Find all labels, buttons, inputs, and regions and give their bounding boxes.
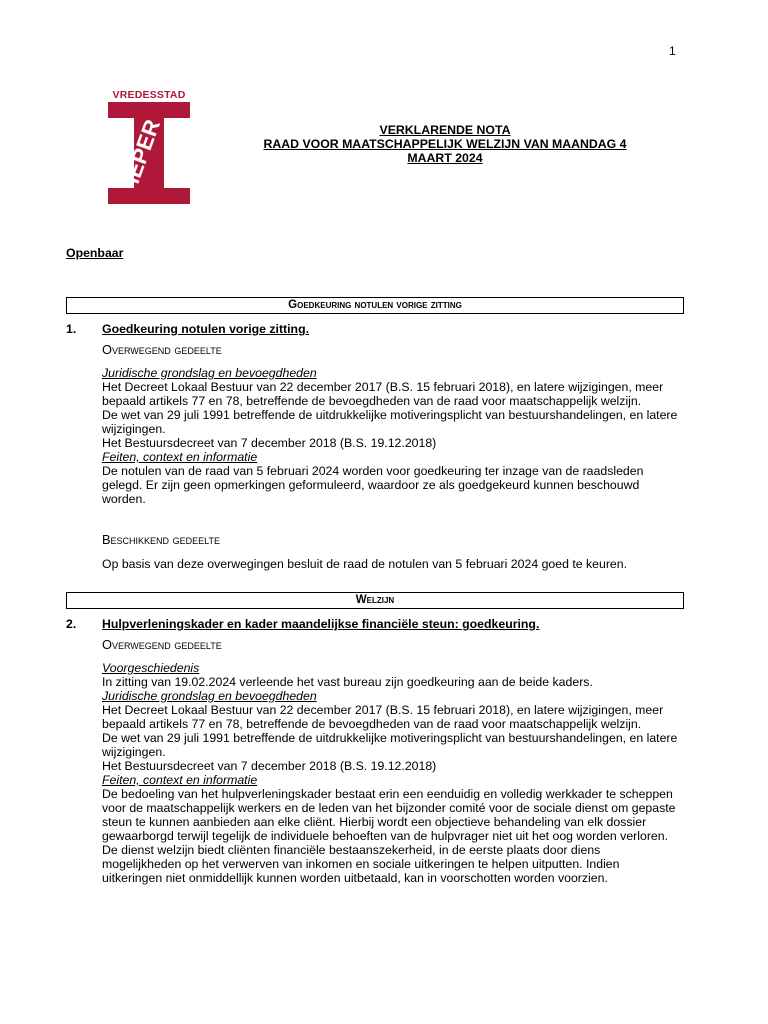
voorgeschiedenis-paragraph: In zitting van 19.02.2024 verleende het vast bureau zijn goedkeuring aan de beide kaders. [102,675,593,689]
overwegend-heading: Overwegend gedeelte [102,342,222,357]
title-line-2: RAAD VOOR MAATSCHAPPELIJK WELZIJN VAN MAANDAG 4 [263,137,627,151]
overwegend-heading: Overwegend gedeelte [102,637,222,652]
juridisch-heading: Juridische grondslag en bevoegdheden [102,366,317,380]
feiten-paragraph: De notulen van de raad van 5 februari 2024 worden voor goedkeuring ter inzage van de raadsleden gelegd. Er zijn geen opmerkingen geformuleerd, waardoor ze als goedgekeurd kunnen beschouwd worden. [102,464,644,506]
ieper-emblem-icon [108,102,190,204]
ieper-logo [108,88,190,204]
juridisch-heading: Juridische grondslag en bevoegdheden [102,689,317,703]
juridisch-paragraph: Het Decreet Lokaal Bestuur van 22 december 2017 (B.S. 15 februari 2018), en latere wijzigingen, meer bepaald artikels 77 en 78, betreffende de bevoegdheden van de raad voor maatschappelijk welzijn. [102,703,664,731]
item-1-besluit [102,557,682,571]
document-title [200,123,690,165]
feiten-paragraph: De dienst welzijn biedt cliënten financiële bestaanszekerheid, in de eerste plaats door diens mogelijkheden op het verwerven van inkomen en sociale uitkeringen te helpen uitputten. Indien uitkeringen niet onmiddellijk kunnen worden uitbetaald, kan in voorschotten worden voorzien. [102,843,620,885]
item-2-body [102,661,682,885]
title-line-3: MAART 2024 [407,151,483,165]
title-line-1: VERKLARENDE NOTA [379,123,511,137]
svg-text:IEPER: IEPER [118,116,165,187]
juridisch-paragraph: Het Decreet Lokaal Bestuur van 22 december 2017 (B.S. 15 februari 2018), en latere wijzigingen, meer bepaald artikels 77 en 78, betreffende de bevoegdheden van de raad voor maatschappelijk welzijn. [102,380,664,408]
section-openbaar: Openbaar [66,246,124,260]
juridisch-paragraph: De wet van 29 juli 1991 betreffende de uitdrukkelijke motiveringsplicht van bestuurshandelingen, en latere wijzigingen. [102,408,678,436]
besluit-paragraph: Op basis van deze overwegingen besluit de raad de notulen van 5 februari 2024 goed te keuren. [102,557,628,571]
section-header-goedkeuring: Goedkeuring notulen vorige zitting [66,297,684,314]
item-1-number: 1. [66,322,77,336]
voorgeschiedenis-heading: Voorgeschiedenis [102,661,200,675]
item-1-body [102,366,682,506]
feiten-heading: Feiten, context en informatie [102,773,258,787]
section-header-welzijn: Welzijn [66,592,684,609]
feiten-heading: Feiten, context en informatie [102,450,258,464]
juridisch-paragraph: De wet van 29 juli 1991 betreffende de uitdrukkelijke motiveringsplicht van bestuurshandelingen, en latere wijzigingen. [102,731,678,759]
juridisch-paragraph: Het Bestuursdecreet van 7 december 2018 (B.S. 19.12.2018) [102,436,437,450]
item-1-overwegend [102,343,682,357]
item-2-title: Hulpverleningskader en kader maandelijkse financiële steun: goedkeuring. [102,617,540,631]
page-number: 1 [669,44,676,58]
feiten-paragraph: De bedoeling van het hulpverleningskader bestaat erin een eenduidig en volledig werkkader te scheppen voor de maatschappelijk werkers en de leden van het bijzonder comité voor de sociale dienst om gepaste steun te kunnen aanbieden aan elke cliënt. Hierbij wordt een objectieve behandeling van elk dossier gewaarborgd terwijl tegelijk de individuele behoeften van de hulpvrager niet uit het oog worden verloren. [102,787,676,843]
beschikkend-heading: Beschikkend gedeelte [102,532,220,547]
item-2-overwegend [102,638,682,652]
juridisch-paragraph: Het Bestuursdecreet van 7 december 2018 (B.S. 19.12.2018) [102,759,437,773]
item-2-number: 2. [66,617,77,631]
item-1-title: Goedkeuring notulen vorige zitting. [102,322,309,336]
item-1-beschikkend [102,533,682,547]
logo-city-text: VREDESSTAD [112,89,186,101]
